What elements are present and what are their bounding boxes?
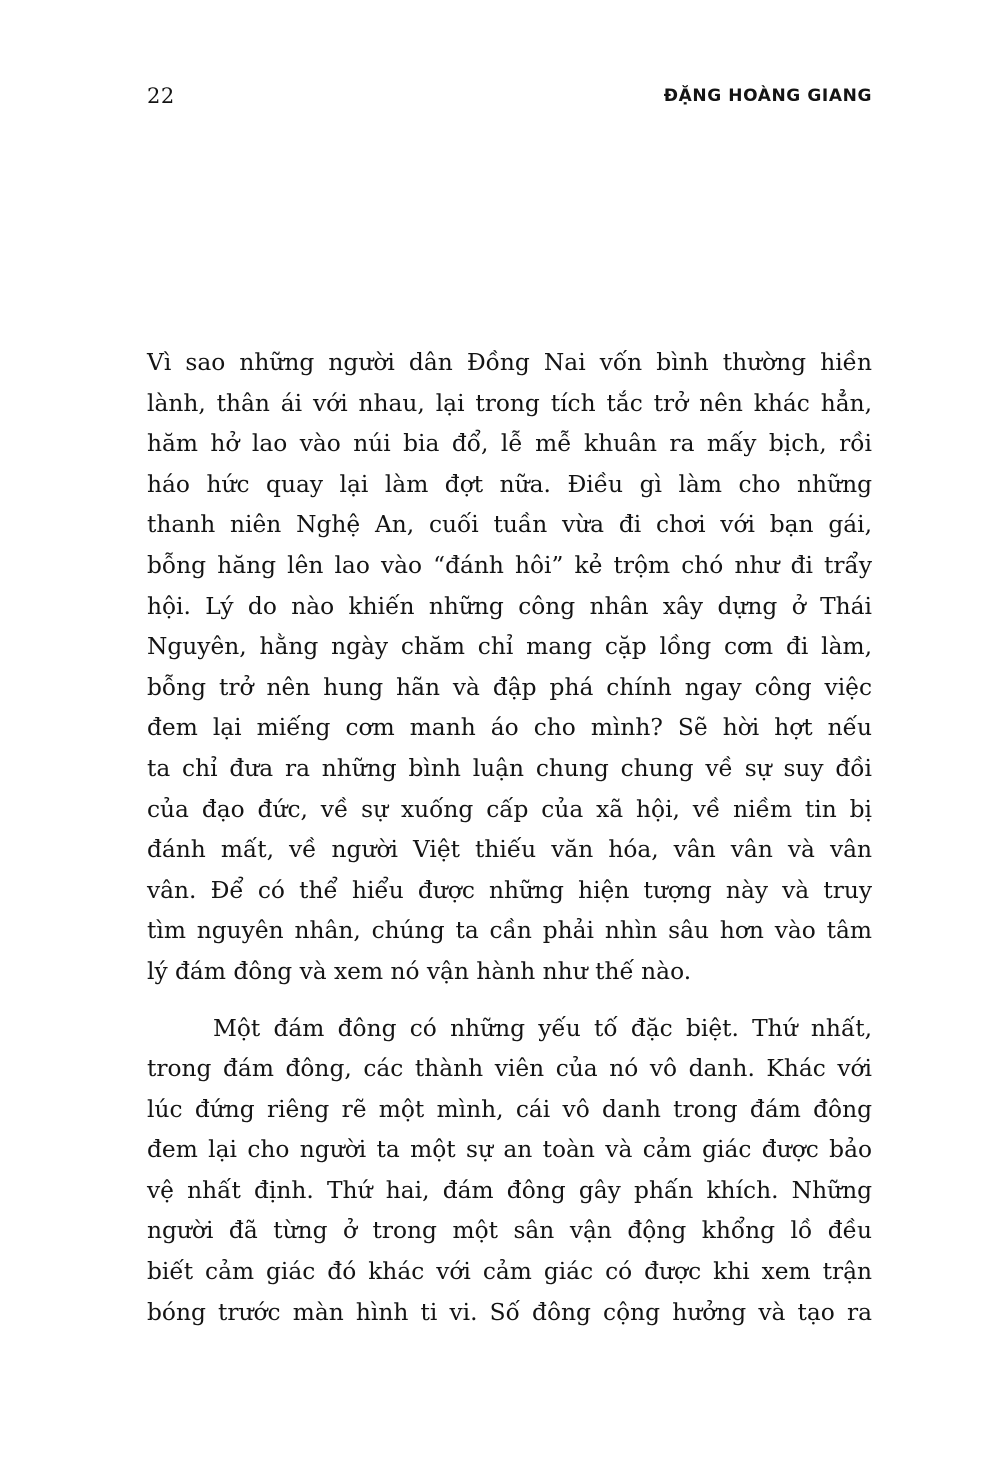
text-line: vệ nhất định. Thứ hai, đám đông gây phấn khích. Những [147, 1176, 872, 1204]
paragraph-spacer [147, 993, 872, 1009]
paragraph-2 [147, 1009, 872, 1334]
text-line: người đã từng ở trong một sân vận động khổng lồ đều [147, 1217, 872, 1245]
text-line: tìm nguyên nhân, chúng ta cần phải nhìn sâu hơn vào tâm [147, 917, 872, 945]
text-line: đánh mất, về người Việt thiếu văn hóa, vân vân và vân [147, 836, 872, 864]
text-line: bỗng trở nên hung hãn và đập phá chính ngay công việc [147, 673, 872, 701]
text-line: ta chỉ đưa ra những bình luận chung chung về sự suy đồi [147, 754, 872, 782]
author-name: ĐẶNG HOÀNG GIANG [663, 86, 872, 106]
text-line: đem lại miếng cơm manh áo cho mình? Sẽ hời hợt nếu [147, 714, 872, 742]
text-line: Vì sao những người dân Đồng Nai vốn bình thường hiền [147, 349, 872, 376]
text-line: vân. Để có thể hiểu được những hiện tượng này và truy [147, 876, 872, 904]
text-line: bỗng hăng lên lao vào “đánh hôi” kẻ trộm chó như đi trẩy [147, 551, 872, 579]
text-line: hội. Lý do nào khiến những công nhân xây dựng ở Thái [147, 592, 872, 620]
text-line: thanh niên Nghệ An, cuối tuần vừa đi chơi với bạn gái, [147, 511, 872, 539]
text-line: háo hức quay lại làm đợt nữa. Điều gì làm cho những [147, 470, 872, 498]
text-line: Một đám đông có những yếu tố đặc biệt. Thứ nhất, [213, 1014, 872, 1042]
page-number: 22 [147, 84, 175, 108]
text-line: trong đám đông, các thành viên của nó vô danh. Khác với [147, 1055, 872, 1083]
body-text [147, 343, 872, 1333]
running-header [147, 84, 872, 114]
paragraph-1 [147, 343, 872, 993]
text-line: biết cảm giác đó khác với cảm giác có được khi xem trận [147, 1258, 872, 1286]
text-line: của đạo đức, về sự xuống cấp của xã hội, về niềm tin bị [147, 795, 872, 823]
text-line: lúc đứng riêng rẽ một mình, cái vô danh trong đám đông [147, 1095, 872, 1123]
text-line: hăm hở lao vào núi bia đổ, lễ mễ khuân ra mấy bịch, rồi [147, 430, 872, 458]
text-line: bóng trước màn hình ti vi. Số đông cộng hưởng và tạo ra [147, 1298, 872, 1326]
text-line: lý đám đông và xem nó vận hành như thế nào. [147, 957, 692, 985]
text-line: lành, thân ái với nhau, lại trong tích tắc trở nên khác hẳn, [147, 389, 872, 417]
text-line: Nguyên, hằng ngày chăm chỉ mang cặp lồng cơm đi làm, [147, 633, 872, 661]
text-line: đem lại cho người ta một sự an toàn và cảm giác được bảo [147, 1136, 872, 1164]
